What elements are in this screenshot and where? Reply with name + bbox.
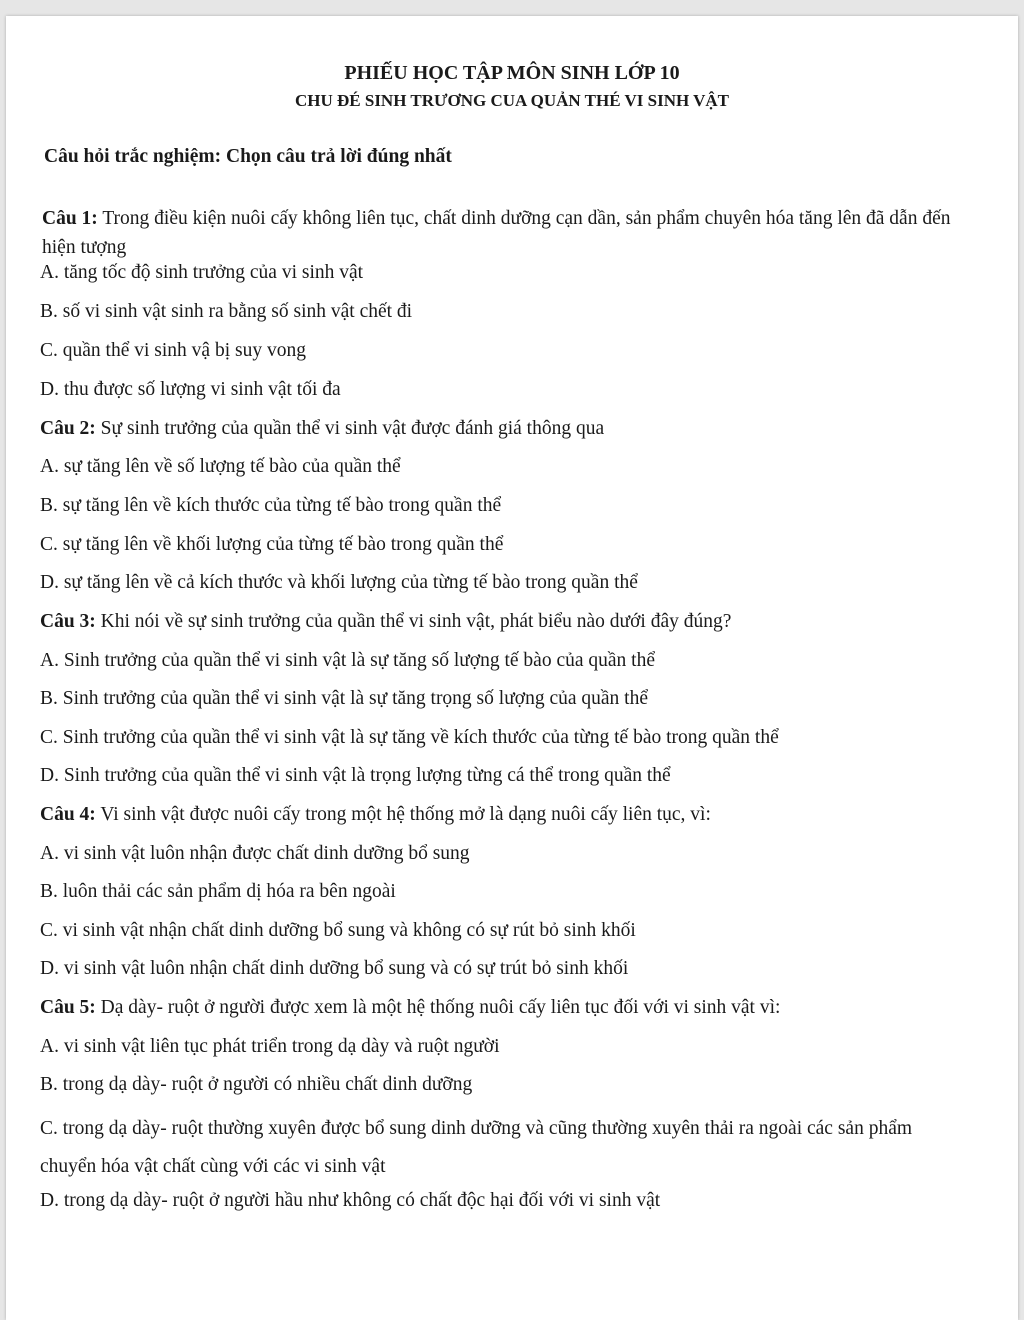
question-label: Câu 2: (40, 418, 96, 439)
question-1-option-a: A. tăng tốc độ sinh trưởng của vi sinh vật (40, 262, 364, 283)
question-text: Vi sinh vật được nuôi cấy trong một hệ thống mở là dạng nuôi cấy liên tục, vì: (95, 804, 711, 825)
question-label: Câu 4: (40, 804, 96, 825)
question-2-option-b: B. sự tăng lên về kích thước của từng tế bào trong quần thể (40, 495, 502, 516)
question-3-option-c: C. Sinh trưởng của quần thể vi sinh vật là sự tăng về kích thước của từng tế bào trong quần thể (40, 727, 779, 748)
question-4-stem (40, 804, 711, 826)
question-2-stem (40, 418, 604, 440)
document-title: PHIẾU HỌC TẬP MÔN SINH LỚP 10 (344, 62, 680, 84)
question-5-option-b: B. trong dạ dày- ruột ở người có nhiều chất dinh dưỡng (40, 1074, 473, 1095)
question-4-option-c: C. vi sinh vật nhận chất dinh dưỡng bổ sung và không có sự rút bỏ sinh khối (40, 920, 636, 941)
question-text: Dạ dày- ruột ở người được xem là một hệ thống nuôi cấy liên tục đối với vi sinh vật vì: (95, 997, 781, 1018)
question-text: Trong điều kiện nuôi cấy không liên tục, chất dinh dưỡng cạn dần, sản phẩm chuyên hóa tăng lên đã dẫn đến hiện tượng (42, 208, 951, 258)
question-4-option-a: A. vi sinh vật luôn nhận được chất dinh dưỡng bổ sung (40, 843, 470, 864)
question-label: Câu 3: (40, 611, 96, 632)
question-4-option-b: B. luôn thải các sản phẩm dị hóa ra bên ngoài (40, 881, 396, 902)
question-label: Câu 5: (40, 997, 96, 1018)
question-1-option-c: C. quần thể vi sinh vậ bị suy vong (40, 340, 306, 361)
question-5-stem (40, 997, 780, 1019)
question-3-option-b: B. Sinh trưởng của quần thể vi sinh vật là sự tăng trọng số lượng của quần thể (40, 688, 648, 709)
question-label: Câu 1: (42, 208, 98, 229)
instruction-heading: Câu hỏi trắc nghiệm: Chọn câu trả lời đúng nhất (44, 146, 452, 167)
question-3-option-d: D. Sinh trưởng của quần thể vi sinh vật là trọng lượng từng cá thể trong quần thể (40, 765, 671, 786)
question-5-option-d: D. trong dạ dày- ruột ở người hầu như không có chất độc hại đối với vi sinh vật (40, 1190, 661, 1211)
question-1-option-d: D. thu được số lượng vi sinh vật tối đa (40, 379, 341, 400)
question-text: Khi nói về sự sinh trưởng của quần thể vi sinh vật, phát biểu nào dưới đây đúng? (95, 611, 732, 632)
question-3-option-a: A. Sinh trưởng của quần thể vi sinh vật là sự tăng số lượng tế bào của quần thể (40, 650, 656, 671)
question-2-option-c: C. sự tăng lên về khối lượng của từng tế bào trong quần thể (40, 534, 504, 555)
question-1-stem (42, 204, 962, 262)
question-1-option-b: B. số vi sinh vật sinh ra bằng số sinh vật chết đi (40, 301, 413, 322)
question-3-stem (40, 611, 731, 633)
question-2-option-a: A. sự tăng lên về số lượng tế bào của quần thể (40, 456, 401, 477)
question-4-option-d: D. vi sinh vật luôn nhận chất dinh dưỡng bổ sung và có sự trút bỏ sinh khối (40, 958, 629, 979)
question-5-option-a: A. vi sinh vật liên tục phát triển trong dạ dày và ruột người (40, 1036, 500, 1057)
question-text: Sự sinh trưởng của quần thể vi sinh vật được đánh giá thông qua (95, 418, 605, 439)
document-subtitle: CHU ĐÉ SINH TRƯƠNG CUA QUẢN THÉ VI SINH VẬT (294, 91, 730, 110)
question-5-option-c: C. trong dạ dày- ruột thường xuyên được bổ sung dinh dưỡng và cũng thường xuyên thải ra ngoài các sản phẩm chuyển hóa vật chất cùng với các vi sinh vật (40, 1118, 913, 1177)
question-2-option-d: D. sự tăng lên về cả kích thước và khối lượng của từng tế bào trong quần thể (40, 572, 638, 593)
